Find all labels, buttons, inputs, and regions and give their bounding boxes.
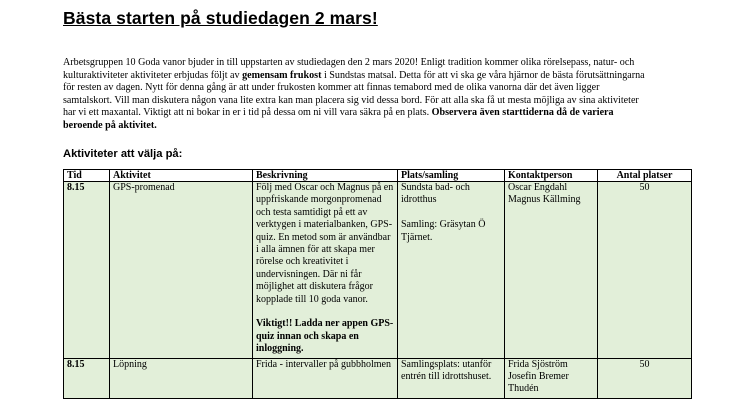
description-text: Följ med Oscar och Magnus på en uppfriskande morgonpromenad och testa samtidigt på ett av verktygen i materialbanken, GPS-quiz. En metod som är användbar i alla ämnen för att skapa mer rörelse och kreativitet i undervisningen. Där ni får möjlighet att diskutera frågor kopplade till 10 goda vanor. [256,182,394,305]
plats-line: Samling: Gräsytan Ö Tjärnet. [401,219,486,243]
kontakt-line: Josefin Bremer Thudén [508,371,569,395]
cell-kontakt [505,358,598,398]
kontakt-line: Magnus Källming [508,194,581,206]
intro-line [63,107,614,118]
activities-heading: Aktiviteter att välja på: [63,148,183,160]
cell-antal: 50 [598,358,692,398]
page-title: Bästa starten på studiedagen 2 mars! [63,8,378,28]
intro-line: för resten av dagen. Nytt för denna gång är att under frukosten kommer att finnas temabord med de olika vanorna där det även ligger [63,82,600,94]
description-warning: Viktigt!! Ladda ner appen GPS-quiz innan och skapa en inloggning. [256,318,394,355]
intro-bold-note-end: beroende på aktivitet. [63,119,157,131]
cell-beskrivning [253,182,398,359]
kontakt-line: Oscar Engdahl [508,182,568,193]
header-antal: Antal platser [598,170,692,182]
cell-aktivitet: GPS-promenad [110,182,253,359]
header-beskrivning: Beskrivning [253,170,398,182]
cell-plats [398,182,505,359]
intro-line: Arbetsgruppen 10 Goda vanor bjuder in till uppstarten av studiedagen den 2 mars 2020! Enligt tradition kommer olika rörelsepass, natur- och [63,57,635,68]
plats-line: Sundsta bad- och idrotthus [401,182,470,206]
intro-paragraph [63,57,685,133]
cell-plats: Samlingsplats: utanför entrén till idrottshuset. [398,358,505,398]
intro-line [63,70,645,81]
cell-tid: 8.15 [64,358,110,398]
cell-tid: 8.15 [64,182,110,359]
kontakt-line: Frida Sjöström [508,358,568,370]
cell-antal: 50 [598,182,692,359]
cell-kontakt [505,182,598,359]
header-aktivitet: Aktivitet [110,170,253,182]
intro-text: kulturaktiviteter aktiviteter erbjudas följt av [63,69,243,81]
intro-bold-note: Observera även starttiderna då de variera [431,107,614,119]
intro-bold-frukost: gemensam frukost [242,69,322,81]
header-kontakt: Kontaktperson [505,170,598,182]
header-plats: Plats/samling [398,170,505,182]
table-row [64,358,692,398]
cell-beskrivning: Frida - intervaller på gubbholmen [253,358,398,398]
cell-aktivitet: Löpning [110,358,253,398]
intro-line: samtalskort. Vill man diskutera någon vana lite extra kan man placera sig vid dessa bord. För att alla ska få ut mesta möjliga av sina aktiviteter [63,94,639,106]
intro-text: i Sundstas matsal. Detta för att vi ska ge våra hjärnor de bästa förutsättningarna [321,69,645,81]
header-tid: Tid [64,170,110,182]
table-row [64,182,692,359]
intro-text: har vi ett maxantal. Viktigt att ni bokar in er i tid på dessa om ni vill vara säkra på en plats. [63,107,432,119]
activities-table [63,169,692,399]
table-header-row [64,170,692,182]
